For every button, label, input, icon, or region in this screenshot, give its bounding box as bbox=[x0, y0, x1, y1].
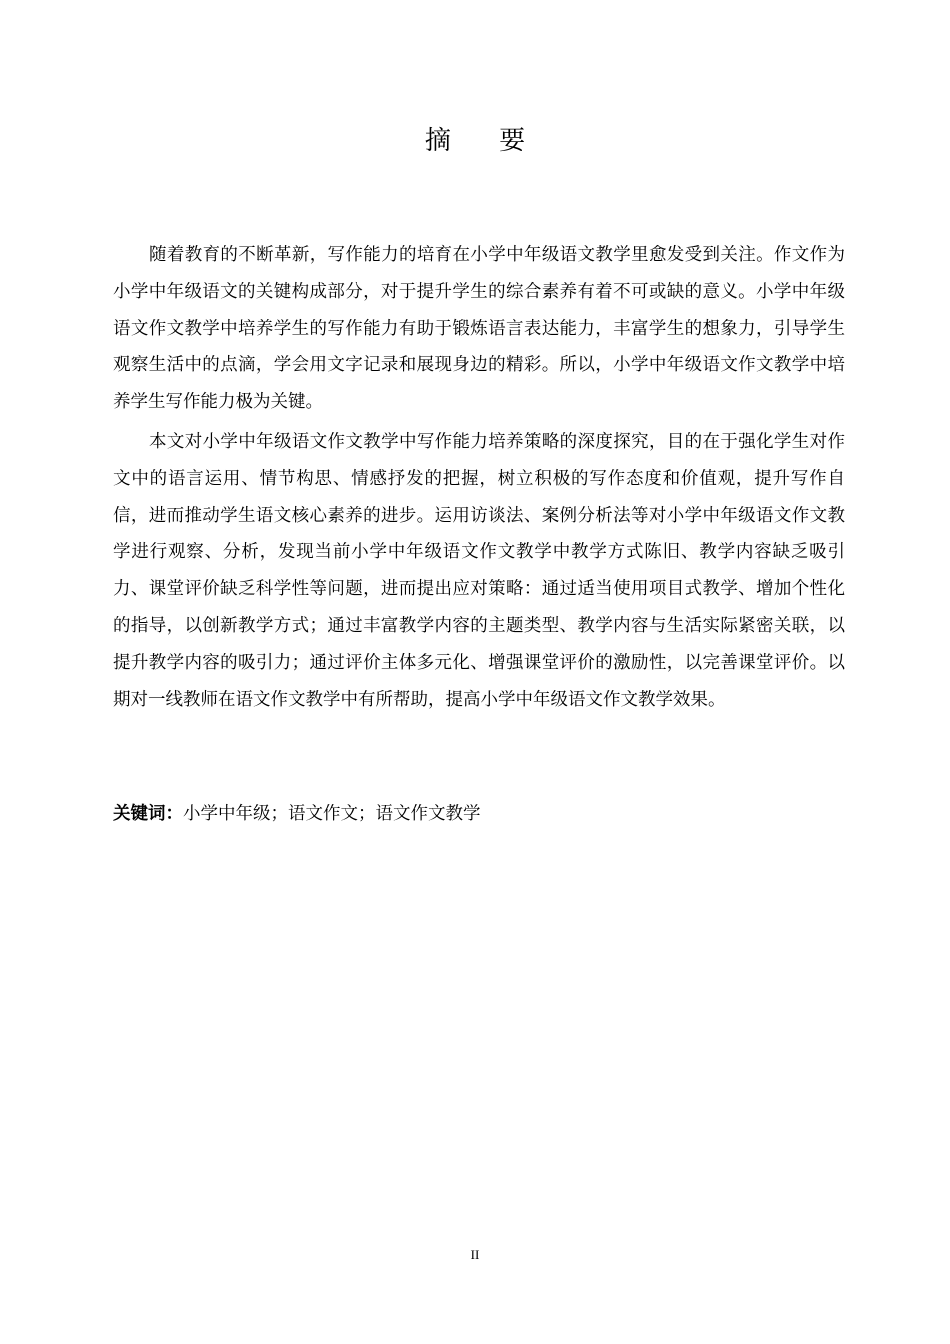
abstract-paragraph-2: 本文对小学中年级语文作文教学中写作能力培养策略的深度探究，目的在于强化学生对作文中的语言运用、情节构思、情感抒发的把握，树立积极的写作态度和价值观，提升写作自信，进而推动学生语文核心素养的进步。运用访谈法、案例分析法等对小学中年级语文作文教学进行观察、分析，发现当前小学中年级语文作文教学中教学方式陈旧、教学内容缺乏吸引力、课堂评价缺乏科学性等问题，进而提出应对策略：通过适当使用项目式教学、增加个性化的指导，以创新教学方式；通过丰富教学内容的主题类型、教学内容与生活实际紧密关联，以提升教学内容的吸引力；通过评价主体多元化、增强课堂评价的激励性，以完善课堂评价。以期对一线教师在语文作文教学中有所帮助，提高小学中年级语文作文教学效果。 bbox=[113, 432, 845, 710]
abstract-paragraph-1: 随着教育的不断革新，写作能力的培育在小学中年级语文教学里愈发受到关注。作文作为小学中年级语文的关键构成部分，对于提升学生的综合素养有着不可或缺的意义。小学中年级语文作文教学中培养学生的写作能力有助于锻炼语言表达能力，丰富学生的想象力，引导学生观察生活中的点滴，学会用文字记录和展现身边的精彩。所以，小学中年级语文作文教学中培养学生写作能力极为关键。 bbox=[113, 245, 845, 413]
keywords-line bbox=[113, 797, 845, 831]
keywords-label: 关键词： bbox=[113, 804, 183, 824]
keywords-value: 小学中年级；语文作文；语文作文教学 bbox=[183, 804, 481, 824]
abstract-title: 摘 要 bbox=[424, 126, 546, 156]
page-number: II bbox=[470, 1247, 480, 1262]
